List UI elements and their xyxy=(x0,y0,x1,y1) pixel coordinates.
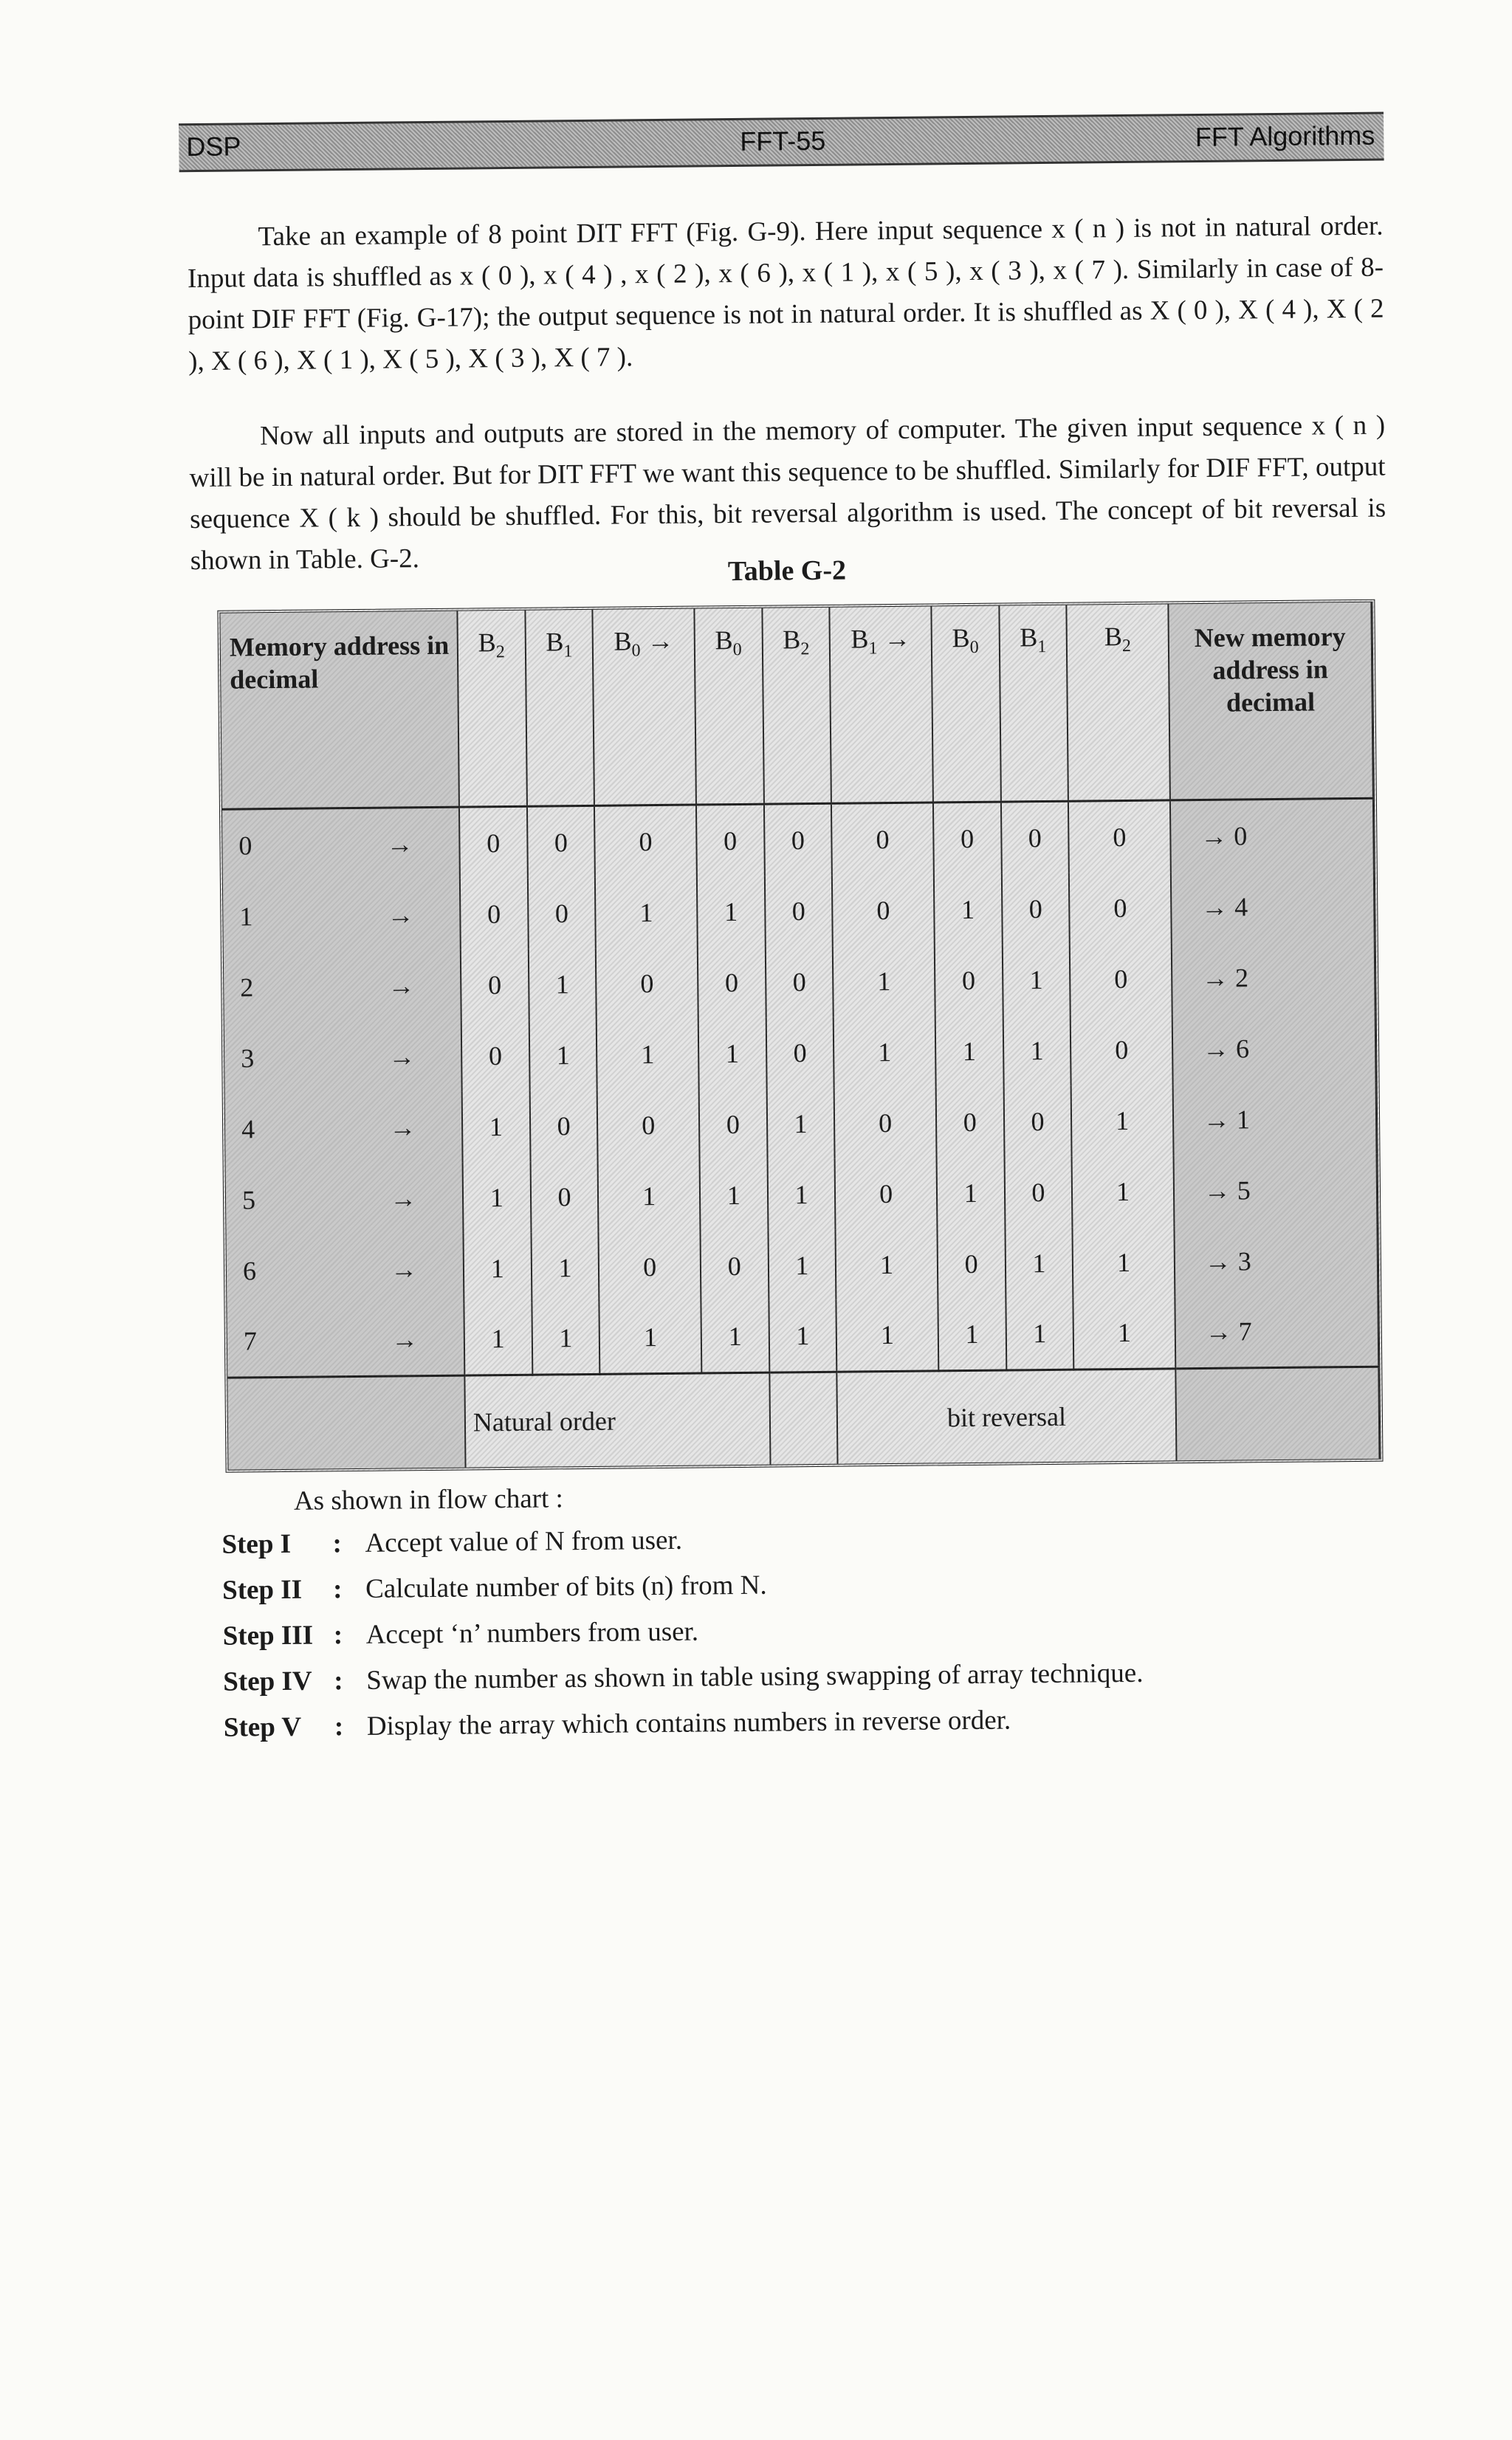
arrow-cell: → xyxy=(345,1233,464,1305)
memory-address-cell: 5 xyxy=(226,1164,345,1235)
bit-cell: 0 xyxy=(698,947,766,1019)
arrow-cell: → xyxy=(341,879,460,951)
bit-cell: 1 xyxy=(597,1018,698,1090)
table-row xyxy=(222,798,1374,881)
bit-cell: 0 xyxy=(933,802,1002,874)
bit-cell: 0 xyxy=(1070,943,1172,1014)
step-item: Step II : Calculate number of bits (n) from N. xyxy=(221,1570,767,1606)
bit-cell: 1 xyxy=(1002,944,1071,1016)
paragraph-1: Take an example of 8 point DIT FFT (Fig. G-9). Here input sequence x ( n ) is not in natural order. Input data is shuffled as x ( 0 ), x ( 4 ) , x ( 2 ), x ( 6 ), x ( 1 ), x ( 5 ), x ( 3 ), x ( 7 ). Similarly in case of 8-point DIF FFT (Fig. G-17); the output sequence is not in natural order. It is shuffled as X ( 0 ), X ( 4 ), X ( 2 ), X ( 6 ), X ( 1 ), X ( 5 ), X ( 3 ), X ( 7 ). xyxy=(187,210,1384,377)
bit-cell: 1 xyxy=(833,945,935,1017)
bit-cell: 1 xyxy=(463,1232,532,1304)
bit-cell: 0 xyxy=(834,1087,936,1158)
header-new-memory-address: New memory address in decimal xyxy=(1168,602,1373,800)
bit-cell: 1 xyxy=(531,1231,599,1303)
arrow-cell: → xyxy=(346,1304,464,1377)
table-footer-row xyxy=(227,1367,1379,1470)
page-header xyxy=(179,112,1384,173)
bit-cell: 0 xyxy=(765,946,834,1018)
bit-cell: 1 xyxy=(834,1016,935,1087)
bit-cell: 0 xyxy=(530,1161,599,1232)
arrow-cell: → xyxy=(340,807,459,880)
new-address-cell: → 2 xyxy=(1172,941,1375,1014)
bit-cell: 1 xyxy=(699,1159,768,1231)
bit-cell: 0 xyxy=(835,1158,937,1229)
memory-address-cell: 0 xyxy=(222,808,341,882)
table-caption: Table G-2 xyxy=(727,554,847,588)
memory-address-cell: 4 xyxy=(225,1093,344,1164)
table-row xyxy=(225,1082,1377,1164)
step-item: Step I : Accept value of N from user. xyxy=(221,1525,683,1560)
bit-cell: 0 xyxy=(1071,1014,1172,1085)
bit-cell: 1 xyxy=(462,1090,531,1162)
new-address-cell: → 4 xyxy=(1171,870,1375,944)
header-bit: $B_0$ xyxy=(694,608,763,805)
new-address-cell: → 0 xyxy=(1170,798,1374,872)
new-address-cell: → 7 xyxy=(1175,1295,1378,1369)
bit-cell: 0 xyxy=(529,1090,598,1162)
new-address-cell: → 3 xyxy=(1174,1224,1378,1297)
bit-cell: 1 xyxy=(935,1015,1004,1087)
paragraph-2: Now all inputs and outputs are stored in the memory of computer. The given input sequence x ( n ) will be in natural order. But for DIT FFT we want this sequence to be shuffled. Similarly for DIF FFT, output sequence X ( k ) should be shuffled. For this, bit reversal algorithm is used. The concept of bit reversal is shown in Table. G-2. xyxy=(189,410,1386,577)
new-address-cell: → 1 xyxy=(1172,1082,1376,1155)
bit-cell: 1 xyxy=(766,1087,835,1159)
bit-cell: 0 xyxy=(935,1086,1004,1158)
step-item: Step III : Accept ‘n’ numbers from user. xyxy=(222,1616,699,1652)
bit-cell: 1 xyxy=(595,876,697,948)
bit-cell: 0 xyxy=(597,1089,699,1161)
table-row xyxy=(224,941,1375,1023)
table-row xyxy=(224,1012,1376,1094)
bit-cell: 0 xyxy=(1001,801,1070,873)
bit-cell: 1 xyxy=(1005,1227,1073,1299)
memory-address-cell: 7 xyxy=(227,1305,346,1378)
bit-cell: 1 xyxy=(767,1158,836,1230)
bit-cell: 1 xyxy=(934,874,1003,946)
bit-cell: 0 xyxy=(1003,1085,1072,1157)
bit-cell: 1 xyxy=(697,876,766,948)
bit-cell: 1 xyxy=(768,1229,836,1301)
bit-cell: 1 xyxy=(1071,1085,1173,1156)
bit-cell: 1 xyxy=(938,1299,1006,1371)
bit-cell: 0 xyxy=(527,805,596,878)
bit-cell: 1 xyxy=(936,1157,1005,1228)
bit-cell: 1 xyxy=(1006,1298,1074,1370)
bit-cell: 0 xyxy=(594,805,696,878)
header-bit: $B_1$ → xyxy=(830,606,933,803)
flowchart-intro: As shown in flow chart : xyxy=(293,1483,563,1516)
header-bit: $B_0$ xyxy=(931,606,1000,803)
header-right: FFT Algorithms xyxy=(1195,120,1375,153)
header-bit: $B_2$ xyxy=(457,611,526,807)
memory-address-cell: 2 xyxy=(224,951,343,1023)
bit-cell: 1 xyxy=(463,1161,532,1233)
bit-cell: 0 xyxy=(596,947,698,1019)
bit-cell: 1 xyxy=(1073,1297,1175,1370)
bit-cell: 0 xyxy=(766,1017,834,1089)
bit-cell: 0 xyxy=(461,949,529,1021)
header-bit: $B_1$ xyxy=(999,605,1068,802)
bit-cell: 0 xyxy=(1004,1156,1073,1228)
bit-cell: 0 xyxy=(937,1228,1006,1299)
header-left: DSP xyxy=(186,131,241,162)
bit-cell: 0 xyxy=(696,804,765,876)
bit-cell: 0 xyxy=(1001,873,1070,945)
table-row xyxy=(226,1153,1378,1235)
bit-reversal-table xyxy=(217,599,1383,1473)
bit-cell: 1 xyxy=(529,1020,597,1091)
bit-cell: 0 xyxy=(528,878,597,949)
arrow-cell: → xyxy=(344,1162,463,1234)
arrow-cell: → xyxy=(342,949,461,1021)
memory-address-cell: 1 xyxy=(223,880,342,952)
bit-cell: 0 xyxy=(831,803,933,876)
bit-cell: 1 xyxy=(701,1301,769,1373)
table-row xyxy=(227,1295,1378,1378)
header-bit: $B_2$ xyxy=(762,608,831,804)
bit-cell: 1 xyxy=(532,1302,600,1375)
new-address-cell: → 5 xyxy=(1173,1153,1377,1226)
header-page-number: FFT-55 xyxy=(740,125,826,157)
bit-cell: 0 xyxy=(460,879,529,950)
bit-cell: 1 xyxy=(1003,1014,1071,1086)
bit-cell: 1 xyxy=(698,1017,767,1089)
bit-cell: 0 xyxy=(832,874,934,946)
header-bit: $B_0$ → xyxy=(593,609,696,806)
footer-natural-order: Natural order xyxy=(464,1373,770,1468)
bit-cell: 1 xyxy=(836,1299,938,1372)
bit-cell: 0 xyxy=(461,1020,530,1092)
bit-cell: 0 xyxy=(699,1088,768,1160)
bit-cell: 0 xyxy=(599,1231,701,1302)
steps-list xyxy=(221,1520,1144,1758)
bit-cell: 0 xyxy=(1068,800,1170,873)
bit-cell: 1 xyxy=(769,1300,837,1372)
arrow-cell: → xyxy=(343,1020,461,1092)
arrow-cell: → xyxy=(343,1091,462,1163)
step-item: Step IV : Swap the number as shown in table using swapping of array technique. xyxy=(223,1657,1144,1697)
bit-cell: 1 xyxy=(1073,1226,1175,1298)
footer-blank-cell xyxy=(1175,1367,1379,1461)
bit-cell: 1 xyxy=(836,1228,938,1300)
memory-address-cell: 6 xyxy=(227,1234,346,1306)
bit-cell: 0 xyxy=(1069,872,1171,944)
footer-blank-cell xyxy=(227,1376,465,1470)
table-row xyxy=(227,1224,1378,1306)
footer-blank-cell xyxy=(769,1372,838,1465)
bit-cell: 1 xyxy=(528,949,597,1020)
bit-cell: 0 xyxy=(764,876,833,947)
header-bit: $B_2$ xyxy=(1067,604,1170,801)
footer-bit-reversal: bit reversal xyxy=(837,1369,1177,1463)
step-item: Step V : Display the array which contains numbers in reverse order. xyxy=(223,1705,1011,1743)
bit-cell: 1 xyxy=(464,1303,532,1375)
table-row xyxy=(223,870,1375,952)
bit-cell: 0 xyxy=(764,803,833,876)
header-bit: $B_1$ xyxy=(525,610,594,806)
bit-cell: 1 xyxy=(599,1302,701,1375)
bit-cell: 1 xyxy=(1072,1155,1174,1227)
bit-cell: 0 xyxy=(700,1230,769,1302)
bit-cell: 1 xyxy=(598,1160,700,1231)
memory-address-cell: 3 xyxy=(224,1022,343,1093)
bit-cell: 0 xyxy=(459,806,528,879)
bit-cell: 0 xyxy=(935,944,1003,1016)
new-address-cell: → 6 xyxy=(1172,1012,1376,1085)
header-memory-address: Memory address in decimal xyxy=(220,611,459,810)
